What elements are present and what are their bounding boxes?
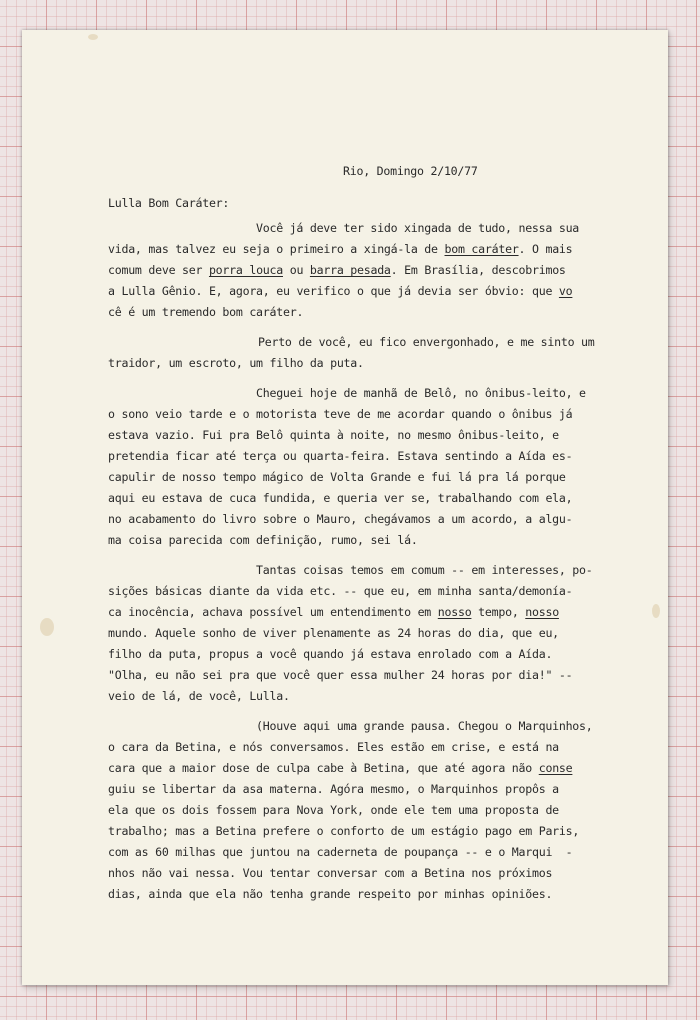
paper-stain (652, 604, 660, 618)
letter-line (108, 218, 638, 239)
letter-line (108, 686, 638, 707)
line-text: o sono veio tarde e o motorista teve de me acordar quando o ônibus já (108, 407, 573, 421)
letter-line (108, 404, 638, 425)
letter-line (108, 737, 638, 758)
line-text: mundo. Aquele sonho de viver plenamente as 24 horas do dia, que eu, (108, 626, 559, 640)
typed-letter (108, 161, 638, 905)
line-text: com as 60 milhas que juntou na caderneta de poupança -- e o Marqui - (108, 845, 573, 859)
letter-line (108, 302, 638, 323)
letter-line (108, 623, 638, 644)
line-text: Tantas coisas temos em comum -- em interesses, po- (256, 563, 593, 577)
letter-line (108, 644, 638, 665)
line-text: vida, mas talvez eu seja o primeiro a xingá-la de (108, 242, 445, 256)
letter-line (108, 239, 638, 260)
line-text: "Olha, eu não sei pra que você quer essa mulher 24 horas por dia!" -- (108, 668, 573, 682)
line-text: Cheguei hoje de manhã de Belô, no ônibus-leito, e (256, 386, 586, 400)
line-text: aqui eu estava de cuca fundida, e queria ver se, trabalhando com ela, (108, 491, 573, 505)
underlined-text: nosso (525, 605, 559, 619)
letter-line (108, 779, 638, 800)
underlined-text: nosso (437, 605, 472, 619)
letter-line (108, 332, 638, 353)
line-text: sições básicas diante da vida etc. -- que eu, em minha santa/demonía- (108, 584, 573, 598)
line-text: a Lulla Gênio. E, agora, eu verifico o que já devia ser óbvio: que (108, 284, 559, 298)
letter-line (108, 602, 638, 623)
underlined-text: conse (538, 761, 573, 775)
letter-line (108, 800, 638, 821)
letter-line (108, 560, 638, 581)
line-text: cê é um tremendo bom caráter. (108, 305, 304, 319)
letter-line (108, 821, 638, 842)
letter-line (108, 260, 638, 281)
line-text: capulir de nosso tempo mágico de Volta Grande e fui lá pra lá porque (108, 470, 566, 484)
line-text: Perto de você, eu fico envergonhado, e me sinto um (258, 335, 595, 349)
line-text: pretendia ficar até terça ou quarta-feira. Estava sentindo a Aída es- (108, 449, 573, 463)
letter-line (108, 665, 638, 686)
letter-sheet (22, 30, 668, 985)
line-text: . O mais (518, 242, 573, 256)
line-text: . Em Brasília, descobrimos (390, 263, 566, 277)
underlined-text: vo (558, 284, 573, 298)
line-text: guiu se libertar da asa materna. Agóra mesmo, o Marquinhos propôs a (108, 782, 559, 796)
letter-line (108, 758, 638, 779)
letter-line (108, 425, 638, 446)
line-text: tempo, (471, 605, 526, 619)
paper-stain (88, 34, 98, 40)
letter-line (108, 509, 638, 530)
line-text: Você já deve ter sido xingada de tudo, nessa sua (256, 221, 580, 235)
line-text: estava vazio. Fui pra Belô quinta à noite, no mesmo ônibus-leito, e (108, 428, 559, 442)
underlined-text: porra louca (208, 263, 283, 277)
line-text: veio de lá, de você, Lulla. (108, 689, 290, 703)
salutation: Lulla Bom Caráter: (108, 196, 230, 210)
line-text: cara que a maior dose de culpa cabe à Betina, que até agora não (108, 761, 539, 775)
letter-line (108, 884, 638, 905)
line-text: (Houve aqui uma grande pausa. Chegou o Marquinhos, (256, 719, 593, 733)
line-text: no acabamento do livro sobre o Mauro, chegávamos a um acordo, a algu- (108, 512, 573, 526)
line-text: o cara da Betina, e nós conversamos. Eles estão em crise, e está na (108, 740, 559, 754)
line-text: dias, ainda que ela não tenha grande respeito por minhas opiniões. (108, 887, 553, 901)
line-text: ma coisa parecida com definição, rumo, sei lá. (108, 533, 418, 547)
underlined-text: barra pesada (309, 263, 391, 277)
letter-line (108, 353, 638, 374)
line-text: traidor, um escroto, um filho da puta. (108, 356, 364, 370)
paper-stain (40, 618, 54, 636)
date-line: Rio, Domingo 2/10/77 (343, 164, 478, 178)
underlined-text: bom caráter (444, 242, 519, 256)
line-text: filho da puta, propus a você quando já estava enrolado com a Aída. (108, 647, 553, 661)
line-text: comum deve ser (108, 263, 209, 277)
letter-line (108, 530, 638, 551)
letter-line (108, 383, 638, 404)
letter-body (108, 218, 638, 905)
letter-line (108, 467, 638, 488)
letter-line (108, 446, 638, 467)
letter-line (108, 488, 638, 509)
letter-line (108, 281, 638, 302)
line-text: nhos não vai nessa. Vou tentar conversar com a Betina nos próximos (108, 866, 553, 880)
line-text: trabalho; mas a Betina prefere o conforto de um estágio pago em Paris, (108, 824, 580, 838)
letter-line (108, 716, 638, 737)
line-text: ela que os dois fossem para Nova York, onde ele tem uma proposta de (108, 803, 559, 817)
letter-line (108, 863, 638, 884)
line-text: ca inocência, achava possível um entendimento em (108, 605, 438, 619)
letter-line (108, 842, 638, 863)
letter-line (108, 581, 638, 602)
line-text: ou (282, 263, 310, 277)
